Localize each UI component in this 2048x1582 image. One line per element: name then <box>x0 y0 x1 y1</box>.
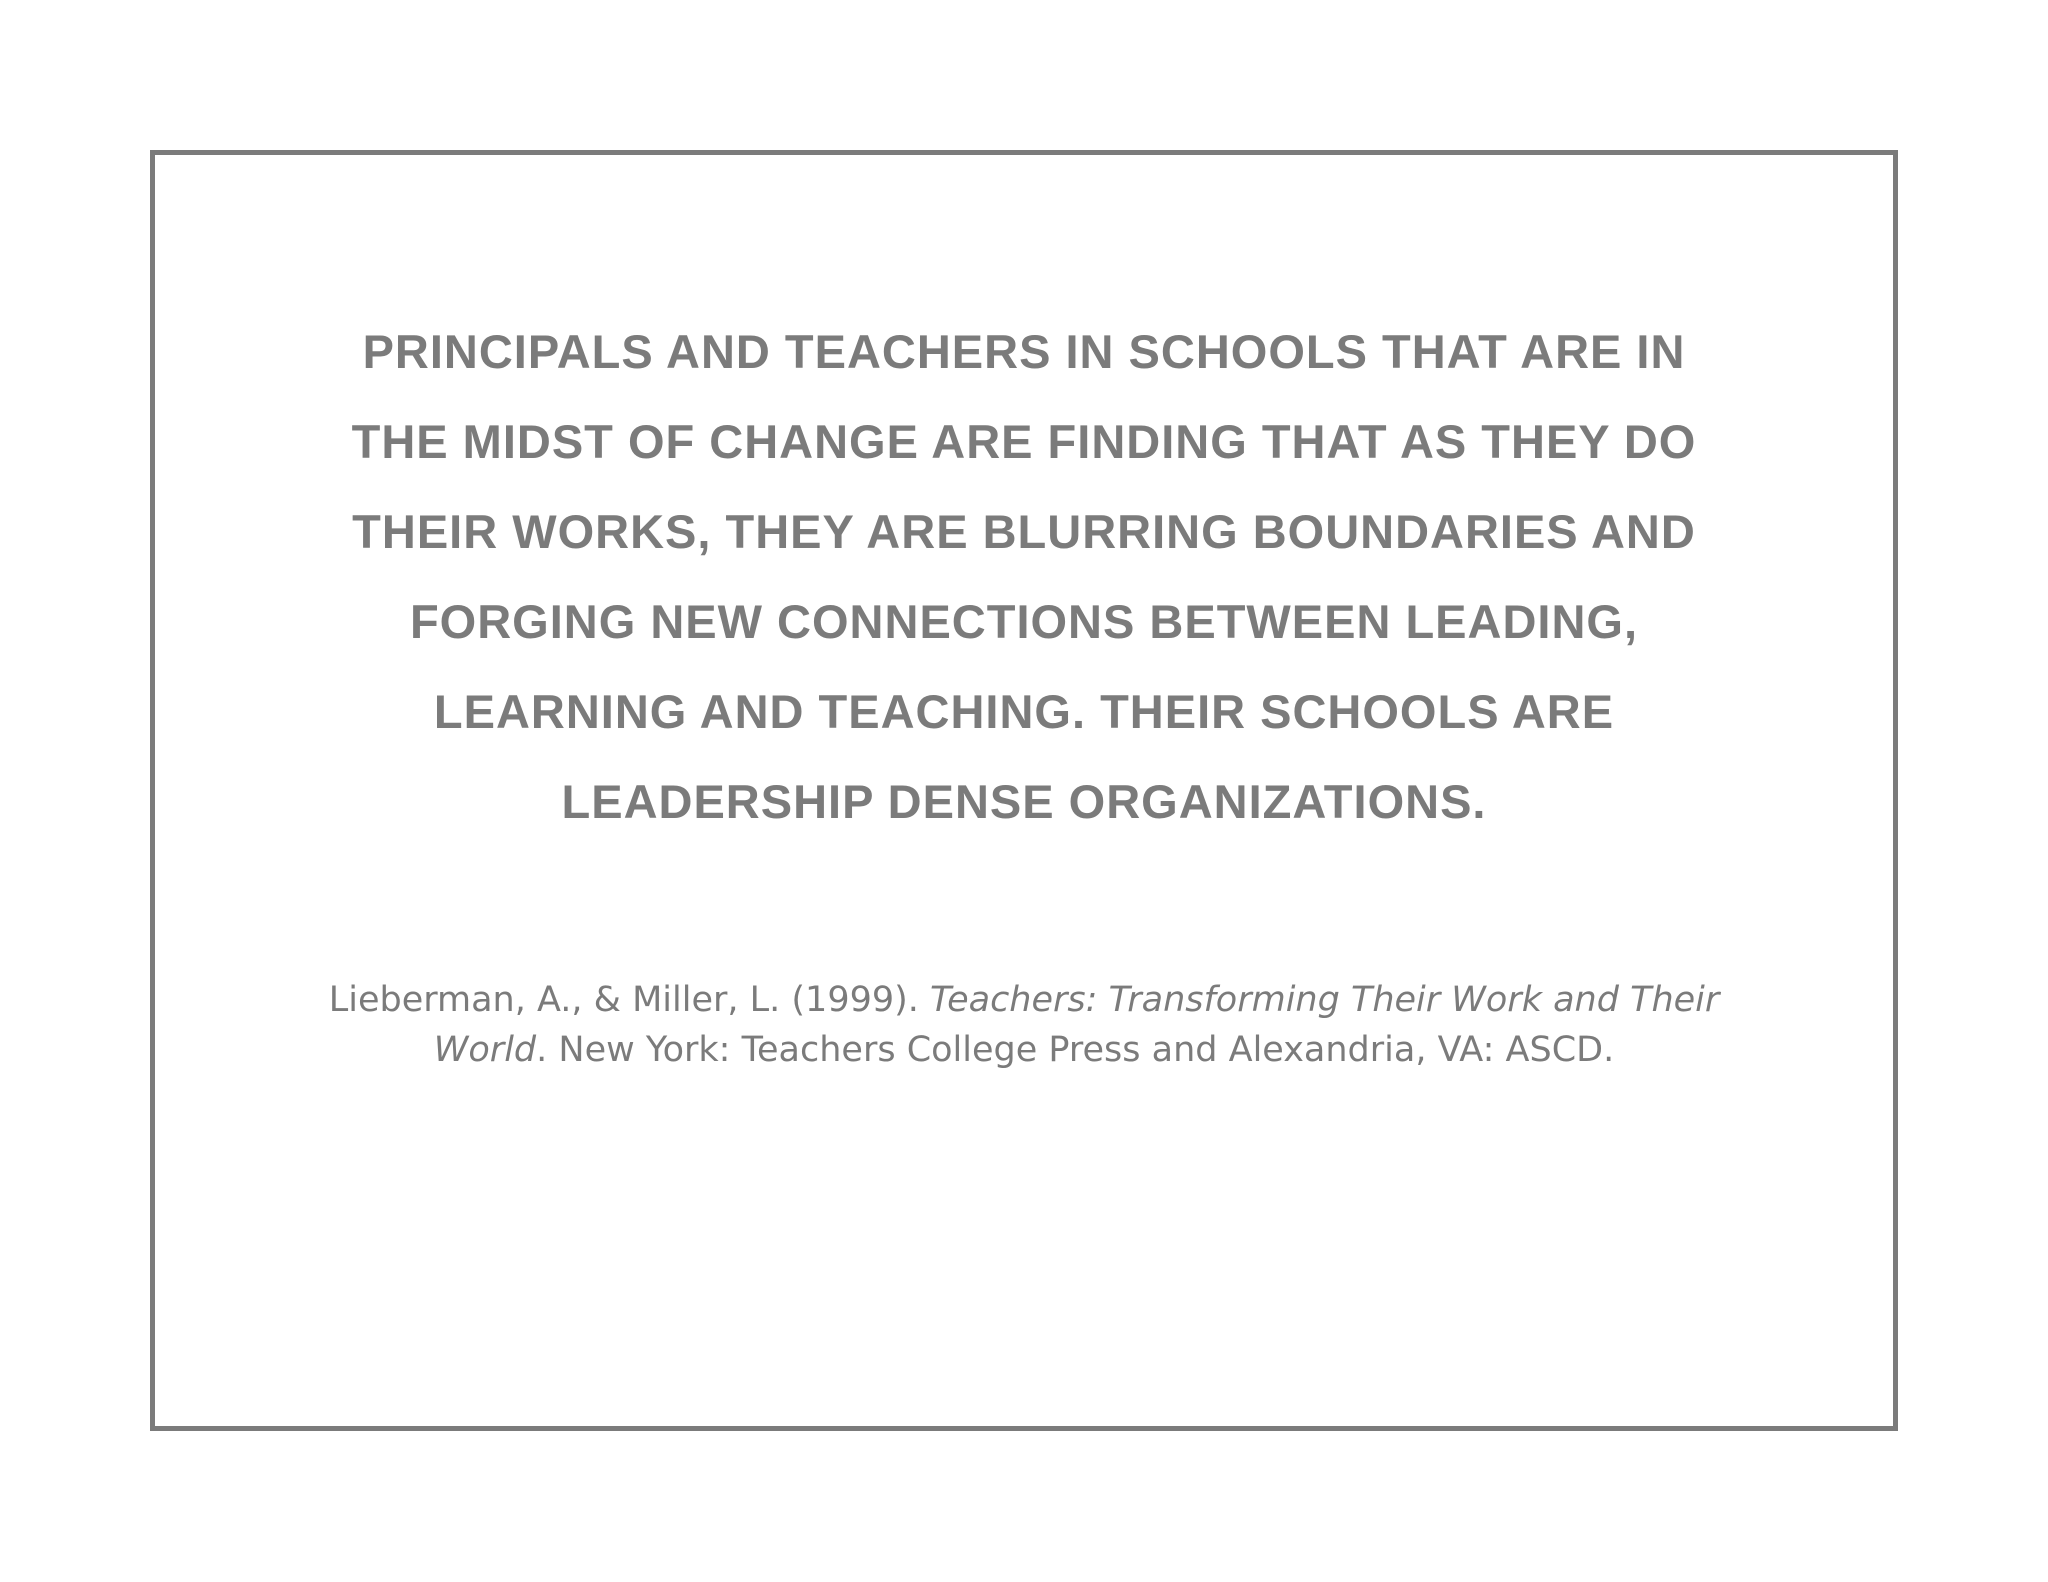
citation <box>155 975 1893 1075</box>
quote-text <box>155 307 1893 847</box>
quote-line: LEARNING AND TEACHING. THEIR SCHOOLS ARE <box>433 685 1615 738</box>
quote-line: THE MIDST OF CHANGE ARE FINDING THAT AS THEY DO <box>351 415 1697 468</box>
quote-line: FORGING NEW CONNECTIONS BETWEEN LEADING, <box>409 595 1639 648</box>
quote-line: PRINCIPALS AND TEACHERS IN SCHOOLS THAT ARE IN <box>362 325 1686 378</box>
citation-title-part1: Teachers: Transforming Their Work and Their <box>930 980 1720 1020</box>
quote-line: LEADERSHIP DENSE ORGANIZATIONS. <box>561 775 1487 828</box>
citation-line-1 <box>195 975 1853 1025</box>
citation-line-2 <box>195 1025 1853 1075</box>
quote-line: THEIR WORKS, THEY ARE BLURRING BOUNDARIES AND <box>352 505 1696 558</box>
citation-authors: Lieberman, A., & Miller, L. (1999). <box>328 980 931 1020</box>
citation-title-part2: World <box>433 1030 537 1070</box>
quote-frame <box>150 150 1898 1431</box>
citation-publisher: . New York: Teachers College Press and Alexandria, VA: ASCD. <box>536 1030 1615 1070</box>
